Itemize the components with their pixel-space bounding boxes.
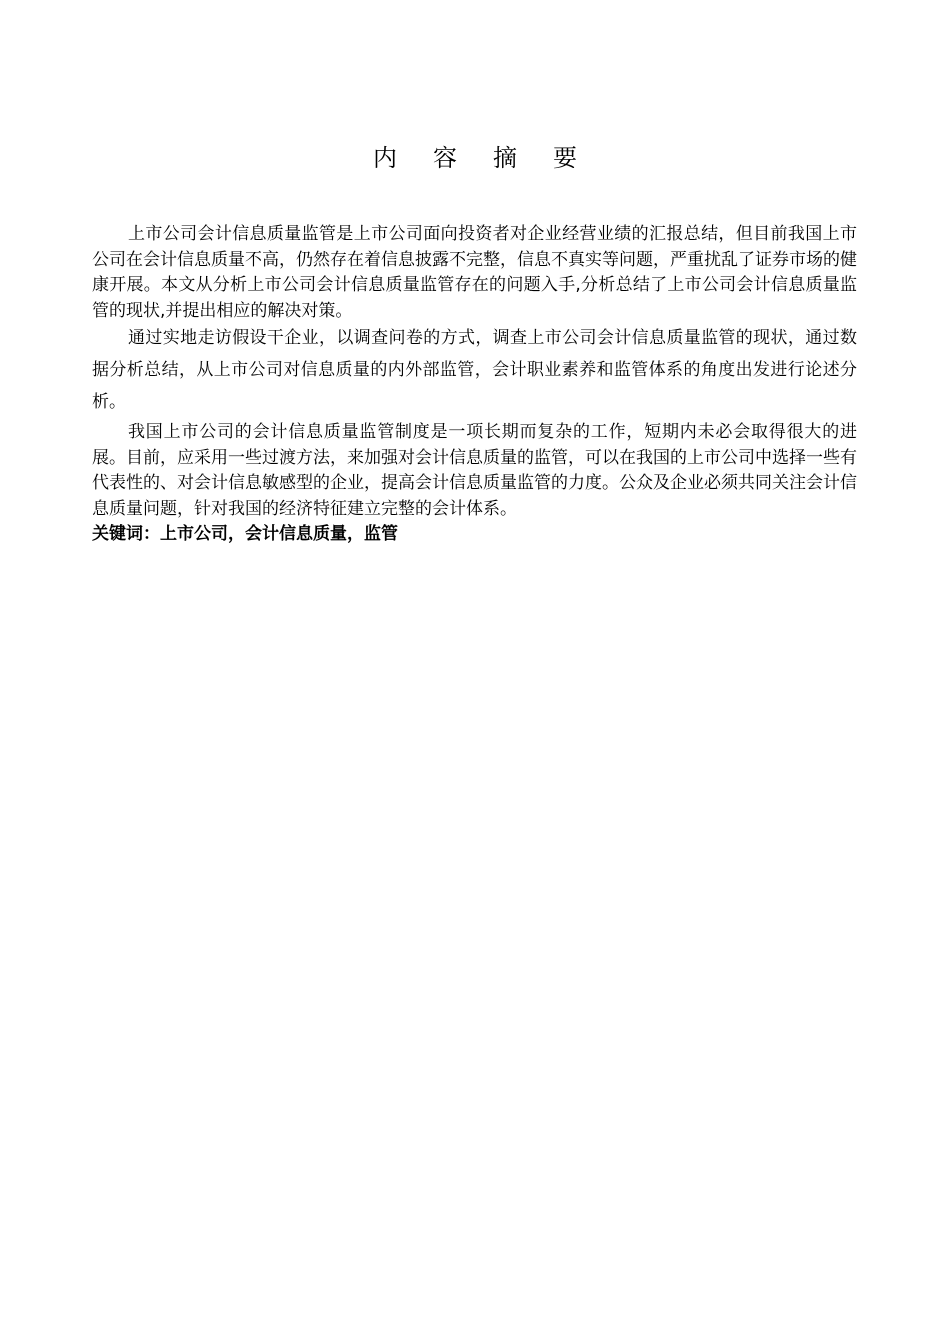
abstract-paragraph-1: 上市公司会计信息质量监管是上市公司面向投资者对企业经营业绩的汇报总结，但目前我国上市公司在会计信息质量不高，仍然存在着信息披露不完整，信息不真实等问题，严重扰乱了证券市场的健康开展。本文从分析上市公司会计信息质量监管存在的问题入手,分析总结了上市公司会计信息质量监管的现状,并提出相应的解决对策。	[92, 224, 857, 321]
abstract-body	[92, 222, 857, 548]
abstract-paragraph-2: 通过实地走访假设干企业，以调查问卷的方式，调查上市公司会计信息质量监管的现状，通过数据分析总结，从上市公司对信息质量的内外部监管，会计职业素养和监管体系的角度出发进行论述分析。	[92, 328, 857, 412]
abstract-title: 内容摘要	[373, 144, 613, 172]
keywords-line: 关键词：上市公司，会计信息质量，监管	[92, 524, 398, 544]
abstract-paragraph-3: 我国上市公司的会计信息质量监管制度是一项长期而复杂的工作，短期内未必会取得很大的进展。目前，应采用一些过渡方法，来加强对会计信息质量的监管，可以在我国的上市公司中选择一些有代表性的、对会计信息敏感型的企业，提高会计信息质量监管的力度。公众及企业必须共同关注会计信息质量问题，针对我国的经济特征建立完整的会计体系。	[92, 422, 857, 519]
